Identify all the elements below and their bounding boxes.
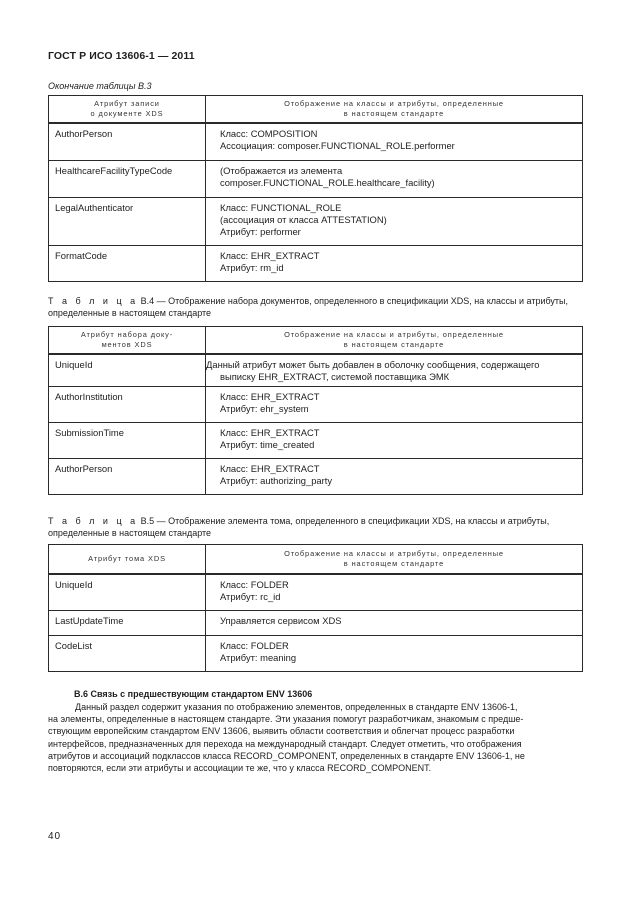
paragraph-line: повторяются, если эти атрибуты и ассоциации те же, что у класса RECORD_COMPONENT.	[48, 763, 432, 774]
attribute-cell: AuthorPerson	[49, 458, 206, 494]
mapping-cell: Класс: FUNCTIONAL_ROLE (ассоциация от класса ATTESTATION) Атрибут: performer	[206, 197, 583, 245]
paragraph-line: интерфейсов, предназначенных для перехода на международный стандарт. Следует отметить, что отображения	[48, 738, 522, 749]
table-row	[49, 160, 583, 197]
table-b4-caption: Т а б л и ц а В.4 — Отображение набора документов, определенного в спецификации XDS, на классы и атрибуты, определенные в настоящем стандарте	[48, 296, 569, 318]
mapping-cell: (Отображается из элемента composer.FUNCTIONAL_ROLE.healthcare_facility)	[206, 160, 583, 197]
page-number: 40	[48, 831, 62, 842]
mapping-cell: Управляется сервисом XDS	[206, 610, 583, 635]
table-b4-col1-header: Атрибут набора доку- ментов XDS	[49, 327, 206, 355]
table-b3-col2-header: Отображение на классы и атрибуты, определенные в настоящем стандарте	[206, 96, 583, 124]
paragraph-line: ствующим европейским стандартом ENV 13606, выявить области соответствия и облегчат процесс разработки	[48, 726, 515, 737]
attribute-cell: LastUpdateTime	[49, 610, 206, 635]
table-b3	[48, 95, 583, 282]
table-row	[49, 386, 583, 422]
attribute-cell: HealthcareFacilityTypeCode	[49, 160, 206, 197]
mapping-cell: Класс: EHR_EXTRACT Атрибут: ehr_system	[206, 386, 583, 422]
document-header: ГОСТ Р ИСО 13606-1 — 2011	[48, 50, 195, 62]
mapping-cell: Класс: EHR_EXTRACT Атрибут: authorizing_party	[206, 458, 583, 494]
attribute-cell: LegalAuthenticator	[49, 197, 206, 245]
table-b5-col1-header: Атрибут тома XDS	[49, 545, 206, 575]
table-row	[49, 610, 583, 635]
attribute-cell: CodeList	[49, 635, 206, 671]
table-row	[49, 245, 583, 281]
attribute-cell: FormatCode	[49, 245, 206, 281]
table-row	[49, 197, 583, 245]
table-row	[49, 354, 583, 386]
table-b4-col2-header: Отображение на классы и атрибуты, определенные в настоящем стандарте	[206, 327, 583, 355]
table-b3-caption: Окончание таблицы В.3	[48, 81, 152, 91]
table-b5-col2-header: Отображение на классы и атрибуты, определенные в настоящем стандарте	[206, 545, 583, 575]
attribute-cell: AuthorInstitution	[49, 386, 206, 422]
table-row	[49, 422, 583, 458]
table-row	[49, 635, 583, 671]
section-b6-body	[48, 701, 583, 774]
table-row	[49, 574, 583, 610]
table-b4	[48, 326, 583, 495]
table-b5-caption: Т а б л и ц а В.5 — Отображение элемента тома, определенного в спецификации XDS, на классы и атрибуты, определенные в настоящем стандарте	[48, 516, 550, 538]
table-b3-col1-header: Атрибут записи о документе XDS	[49, 96, 206, 124]
paragraph-line: Данный раздел содержит указания по отображению элементов, определенных в стандарте ENV 13606-1,	[75, 702, 518, 712]
mapping-cell: Класс: FOLDER Атрибут: rc_id	[206, 574, 583, 610]
mapping-cell: Класс: COMPOSITION Ассоциация: composer.FUNCTIONAL_ROLE.performer	[206, 123, 583, 160]
attribute-cell: SubmissionTime	[49, 422, 206, 458]
table-row	[49, 458, 583, 494]
attribute-cell: UniqueId	[49, 574, 206, 610]
attribute-cell: UniqueId	[49, 354, 206, 386]
mapping-cell: Данный атрибут может быть добавлен в оболочку сообщения, содержащего выписку EHR_EXTRACT, системой поставщика ЭМК	[206, 354, 583, 386]
mapping-cell: Класс: EHR_EXTRACT Атрибут: time_created	[206, 422, 583, 458]
paragraph-line: атрибутов и ассоциаций подклассов класса RECORD_COMPONENT, определенных в стандарте ENV 13606-1, не	[48, 750, 525, 761]
mapping-cell: Класс: EHR_EXTRACT Атрибут: rm_id	[206, 245, 583, 281]
paragraph-line: на элементы, определенные в настоящем стандарте. Эти указания помогут разработчикам, знакомым с предше-	[48, 714, 524, 725]
attribute-cell: AuthorPerson	[49, 123, 206, 160]
table-row	[49, 123, 583, 160]
table-b5	[48, 544, 583, 672]
section-b6-title: В.6 Связь с предшествующим стандартом ENV 13606	[74, 689, 313, 699]
mapping-cell: Класс: FOLDER Атрибут: meaning	[206, 635, 583, 671]
